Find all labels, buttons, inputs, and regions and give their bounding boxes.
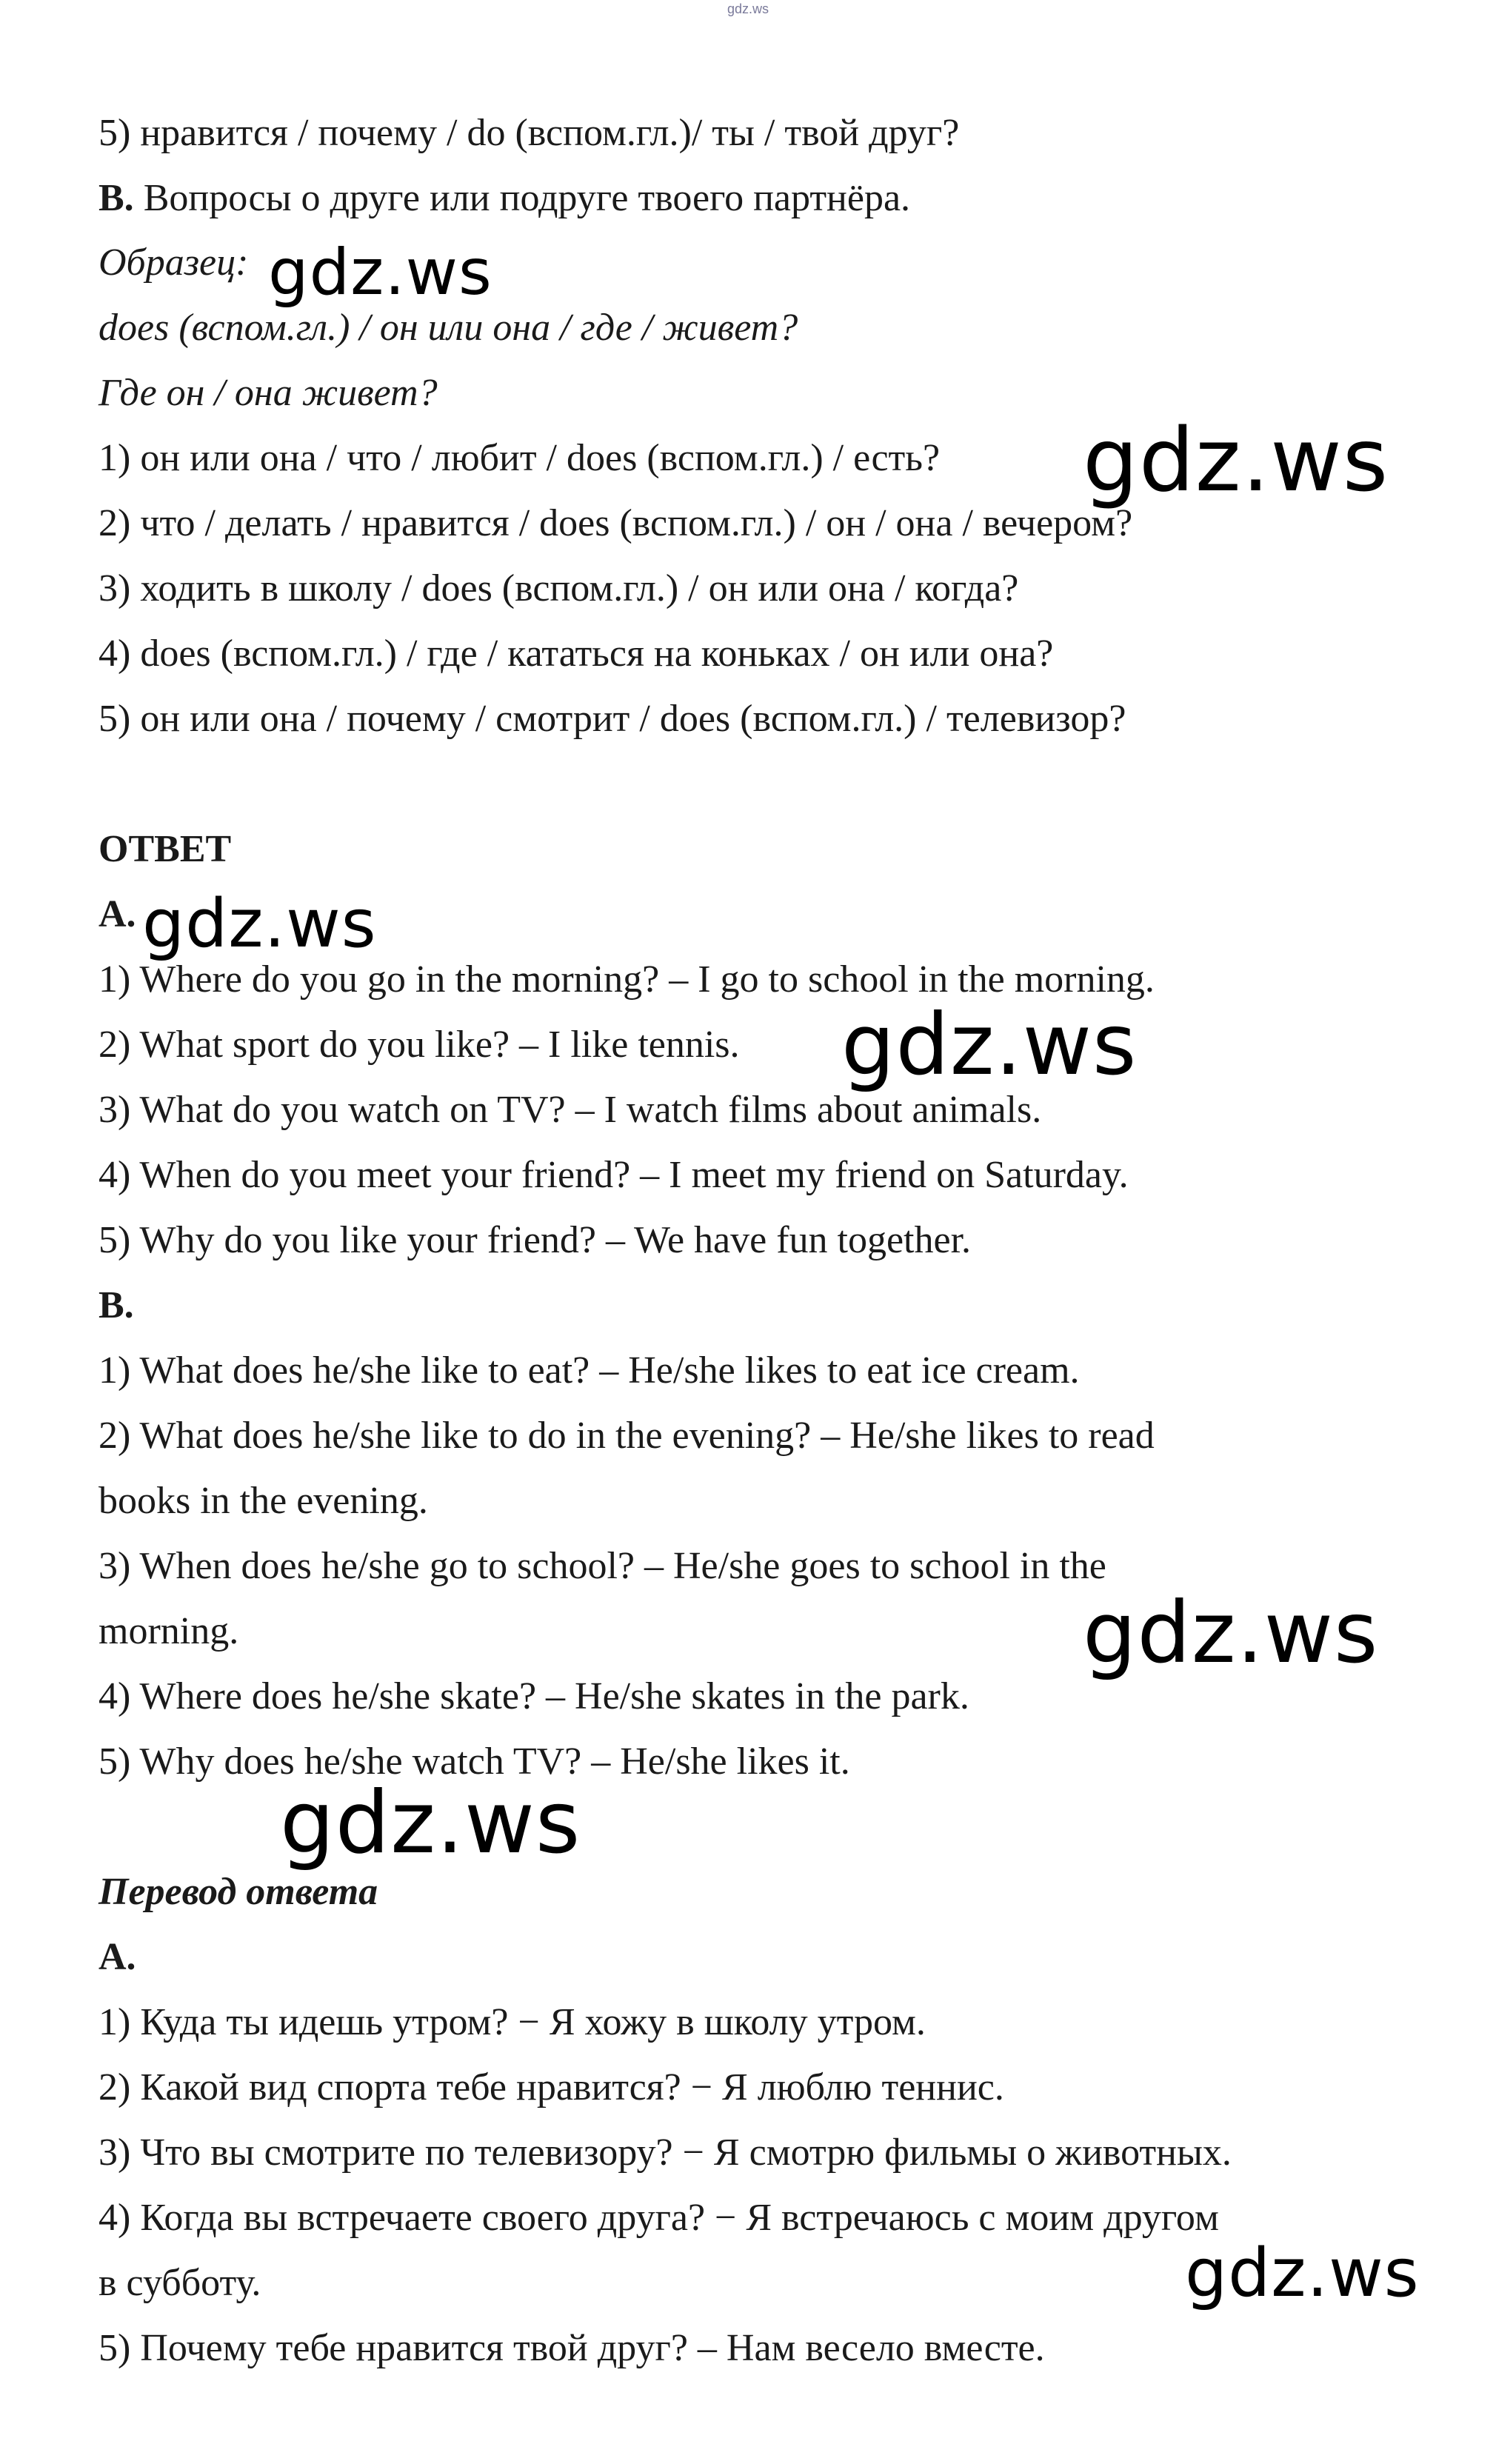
watermark-logo: gdz.ws — [841, 995, 1138, 1094]
translation-section-a-label: A. — [98, 1936, 136, 1978]
translation-item: 3) Что вы смотрите по телевизору? − Я смотрю фильмы о животных. — [98, 2131, 1232, 2174]
sample-line-2: Где он / она живет? — [98, 372, 438, 414]
translation-item: в субботу. — [98, 2262, 261, 2304]
sample-line-1: does (вспом.гл.) / он или она / где / живет? — [98, 307, 798, 349]
translation-item: 4) Когда вы встречаете своего друга? − Я встречаюсь с моим другом — [98, 2197, 1219, 2239]
watermark-logo: gdz.ws — [1083, 1583, 1379, 1682]
task-section-b — [98, 176, 910, 221]
task-item: 4) does (вспом.гл.) / где / кататься на коньках / он или она? — [98, 632, 1054, 675]
top-watermark: gdz.ws — [727, 1, 769, 16]
task-item: 2) что / делать / нравится / does (вспом.гл.) / он / она / вечером? — [98, 502, 1133, 544]
watermark-logo: gdz.ws — [280, 1773, 581, 1873]
answer-b-item: morning. — [98, 1610, 239, 1652]
translation-item: 2) Какой вид спорта тебе нравится? − Я люблю теннис. — [98, 2066, 1004, 2109]
answer-b-item: 4) Where does he/she skate? – He/she skates in the park. — [98, 1675, 969, 1717]
watermark-logo: gdz.ws — [268, 236, 492, 310]
task-item: 5) он или она / почему / смотрит / does (вспом.гл.) / телевизор? — [98, 698, 1126, 740]
answer-section-a-label: A. — [98, 893, 136, 935]
answer-a-item: 2) What sport do you like? – I like tennis. — [98, 1024, 740, 1066]
answer-a-item: 1) Where do you go in the morning? – I go to school in the morning. — [98, 958, 1155, 1001]
watermark-logo: gdz.ws — [1083, 409, 1389, 511]
sample-label: Образец: — [98, 241, 249, 284]
task-section-b-title: Вопросы о друге или подруге твоего партнёра. — [143, 177, 911, 219]
answer-heading: ОТВЕТ — [98, 828, 232, 870]
task-section-b-label: B. — [98, 177, 134, 219]
answer-section-b-label: B. — [98, 1284, 134, 1326]
answer-b-item: 1) What does he/she like to eat? – He/she likes to eat ice cream. — [98, 1349, 1080, 1392]
translation-item: 5) Почему тебе нравится твой друг? – Нам весело вместе. — [98, 2327, 1045, 2369]
watermark-logo: gdz.ws — [142, 885, 377, 963]
answer-b-item: 2) What does he/she like to do in the evening? – He/she likes to read — [98, 1415, 1155, 1457]
answer-b-item: books in the evening. — [98, 1480, 428, 1522]
answer-b-item: 3) When does he/she go to school? – He/she goes to school in the — [98, 1545, 1106, 1587]
task-item: 3) ходить в школу / does (вспом.гл.) / он или она / когда? — [98, 567, 1019, 610]
watermark-logo: gdz.ws — [1185, 2234, 1420, 2312]
answer-a-item: 4) When do you meet your friend? – I meet my friend on Saturday. — [98, 1154, 1129, 1196]
answer-a-item: 3) What do you watch on TV? – I watch films about animals. — [98, 1089, 1042, 1131]
task-item: 1) он или она / что / любит / does (вспом.гл.) / есть? — [98, 437, 941, 479]
translation-heading: Перевод ответа — [98, 1871, 378, 1913]
translation-item: 1) Куда ты идешь утром? − Я хожу в школу утром. — [98, 2001, 926, 2043]
answer-b-item: 5) Why does he/she watch TV? – He/she likes it. — [98, 1740, 850, 1783]
task-line-5: 5) нравится / почему / do (вспом.гл.)/ ты / твой друг? — [98, 112, 960, 154]
answer-a-item: 5) Why do you like your friend? – We have fun together. — [98, 1219, 972, 1261]
